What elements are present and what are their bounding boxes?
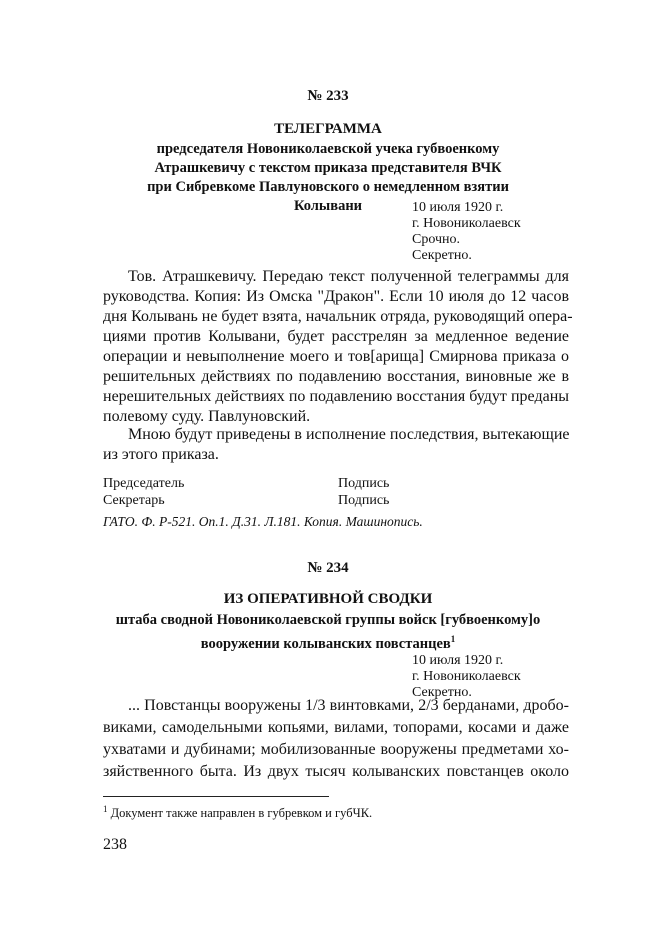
footnote-text: Документ также направлен в губревком и губЧК. [110, 806, 373, 821]
doc233-subtitle-line-1: председателя Новониколаевской учека губвоенкому [156, 141, 500, 157]
doc234-date: 10 июля 1920 г. [412, 653, 504, 668]
doc233-urgency: Срочно. [412, 232, 461, 247]
doc234-subtitle-line-2: вооружении колыванских повстанцев$^1$ [200, 634, 456, 652]
doc233-classification: Секретно. [412, 248, 472, 263]
doc233-p1-line-2: руководства. Копия: Из Омска "Дракон". Если 10 июля до 12 часов [103, 288, 569, 305]
doc233-p1-line-3: дня Колывань не будет взята, начальник отряда, руководящий опера- [103, 308, 573, 325]
footnote [103, 804, 372, 821]
signature-role-chairman: Председатель [103, 476, 185, 491]
doc233-place: г. Новониколаевск [412, 216, 521, 231]
doc233-subtitle-line-3: при Сибревкоме Павлуновского о немедленном взятии [147, 179, 509, 195]
doc233-number: № 233 [307, 88, 349, 104]
doc234-p1-line-3: ухватами и дубинами; мобилизованные вооружены предметами хо- [103, 741, 569, 758]
doc233-archive-source: ГАТО. Ф. Р-521. Оп.1. Д.31. Л.181. Копия. Машинопись. [103, 514, 423, 529]
doc234-classification: Секретно. [412, 685, 472, 700]
page-number: 238 [103, 836, 127, 853]
doc233-p2-line-1: Мною будут приведены в исполнение последствия, вытекающие [128, 426, 570, 443]
doc233-subtitle-line-2: Атрашкевичу с текстом приказа представителя ВЧК [154, 160, 502, 176]
doc233-p1-line-4: циями против Колывани, будет расстрелян за медленное ведение [103, 328, 569, 345]
doc233-date: 10 июля 1920 г. [412, 200, 504, 215]
doc234-title: ИЗ ОПЕРАТИВНОЙ СВОДКИ [223, 591, 433, 607]
doc234-place: г. Новониколаевск [412, 669, 521, 684]
doc233-title: ТЕЛЕГРАММА [274, 121, 382, 137]
doc233-p2-line-2: из этого приказа. [103, 446, 219, 463]
doc233-p1-line-1: Тов. Атрашкевичу. Передаю текст полученной телеграммы для [128, 268, 569, 285]
doc234-p1-line-4: зяйственного быта. Из двух тысяч колыванских повстанцев около [103, 763, 569, 780]
doc233-p1-line-6: решительных действиях по подавлению восстания, виновные же в [103, 368, 569, 385]
doc234-number: № 234 [307, 560, 349, 576]
signature-role-secretary: Секретарь [103, 493, 165, 508]
doc234-p1-line-1: ... Повстанцы вооружены 1/3 винтовками, 2/3 берданами, дробо- [128, 697, 569, 714]
doc233-p1-line-5: операции и невыполнение моего и тов[арища] Смирнова приказа о [103, 348, 569, 365]
footnote-divider [103, 796, 329, 797]
footnote-reference: 1 [450, 634, 456, 644]
doc234-p1-line-2: виками, самодельными копьями, вилами, топорами, косами и даже [103, 719, 569, 736]
footnote-mark: 1 [103, 804, 108, 814]
doc234-subtitle-line-1: штаба сводной Новониколаевской группы войск [губвоенкому]о [115, 612, 541, 628]
signature-mark-chairman: Подпись [338, 476, 390, 491]
doc233-p1-line-8: полевому суду. Павлуновский. [103, 408, 311, 425]
doc233-p1-line-7: нерешительных действиях по подавлению восстания будут преданы [103, 388, 569, 405]
signature-mark-secretary: Подпись [338, 493, 390, 508]
doc233-subtitle-line-4: Колывани [293, 198, 363, 214]
